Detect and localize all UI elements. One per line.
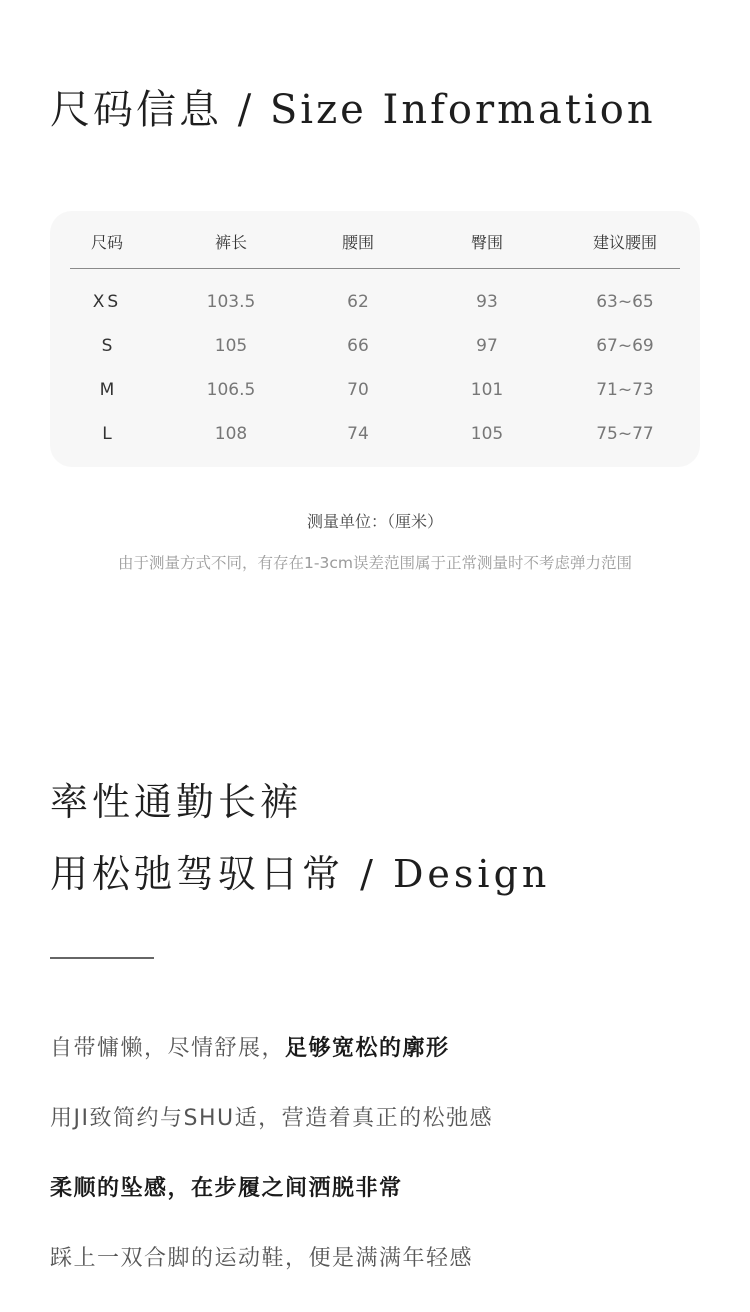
size-info-title: 尺码信息 / Size Information <box>50 87 656 133</box>
table-row <box>70 419 680 449</box>
cell-waist: 70 <box>347 380 369 400</box>
design-line-2: 用JI致简约与SHU适，营造着真正的松弛感 <box>50 1106 494 1131</box>
design-title-line1: 率性通勤长裤 <box>50 780 303 824</box>
table-header-row <box>70 228 680 258</box>
header-suggested-waist: 建议腰围 <box>592 233 657 252</box>
design-title-line2: 用松弛驾驭日常 / Design <box>50 852 551 896</box>
cell-length: 105 <box>214 336 248 356</box>
cell-suggested-waist: 67~69 <box>596 336 654 356</box>
table-row <box>70 375 680 405</box>
table-divider <box>70 268 680 269</box>
cell-waist: 66 <box>347 336 369 356</box>
cell-length: 103.5 <box>206 292 256 312</box>
header-length: 裤长 <box>214 233 247 252</box>
header-hip: 臀围 <box>470 233 503 252</box>
cell-size: M <box>99 380 115 400</box>
table-row <box>70 287 680 317</box>
measurement-unit: 测量单位：（厘米） <box>306 512 443 531</box>
cell-suggested-waist: 75~77 <box>596 424 654 444</box>
cell-suggested-waist: 71~73 <box>596 380 654 400</box>
design-line-3: 柔顺的坠感，在步履之间洒脱非常 <box>50 1176 403 1201</box>
cell-hip: 97 <box>476 336 498 356</box>
section-divider <box>50 957 154 959</box>
design-line-4: 踩上一双合脚的运动鞋，便是满满年轻感 <box>50 1246 474 1271</box>
cell-hip: 105 <box>470 424 504 444</box>
cell-hip: 101 <box>470 380 504 400</box>
cell-length: 108 <box>214 424 248 444</box>
cell-size: XS <box>92 292 122 312</box>
header-size: 尺码 <box>90 233 123 252</box>
table-row <box>70 331 680 361</box>
cell-waist: 62 <box>347 292 369 312</box>
cell-suggested-waist: 63~65 <box>596 292 654 312</box>
measurement-note: 由于测量方式不同，有存在1-3cm误差范围属于正常测量时不考虑弹力范围 <box>118 554 632 572</box>
cell-waist: 74 <box>347 424 369 444</box>
cell-hip: 93 <box>476 292 498 312</box>
cell-length: 106.5 <box>206 380 256 400</box>
design-line-1-bold: 足够宽松的廓形 <box>285 1036 450 1061</box>
header-waist: 腰围 <box>341 233 374 252</box>
design-line-1 <box>50 1032 450 1066</box>
cell-size: L <box>102 424 112 444</box>
design-line-1-normal: 自带慵懒，尽情舒展， <box>50 1036 286 1061</box>
size-table <box>50 211 700 467</box>
cell-size: S <box>101 336 113 356</box>
